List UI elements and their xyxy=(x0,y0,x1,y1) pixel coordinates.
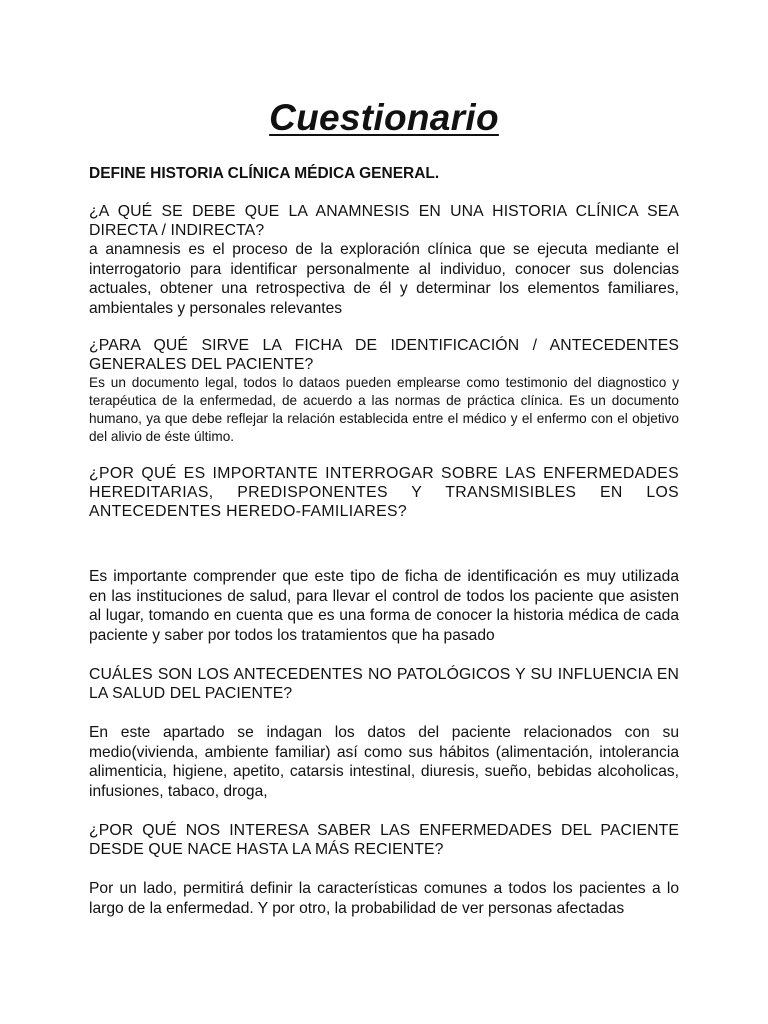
spacer xyxy=(89,859,679,879)
question-text: ¿POR QUÉ ES IMPORTANTE INTERROGAR SOBRE LAS ENFERMEDADES HEREDITARIAS, PREDISPONENTES Y TRANSMISIBLES EN LOS ANTECEDENTES HEREDO-FAMILIARES? xyxy=(89,465,679,520)
answer-text: En este apartado se indagan los datos del paciente relacionados con su medio(vivienda, ambiente familiar) así como sus hábitos (alimentación, intolerancia alimenticia, higiene, apetito, catarsis intestinal, diuresis, sueño, bebidas alcoholicas, infusiones, tabaco, droga, xyxy=(89,724,679,800)
qa-block xyxy=(89,202,679,318)
document-title: Cuestionario xyxy=(269,97,499,138)
spacer xyxy=(89,446,679,464)
answer-text: a anamnesis es el proceso de la exploración clínica que se ejecuta mediante el interrogatorio para identificar personalmente al individuo, conocer sus dolencias actuales, obtener una retrospectiva de él y determinar los elementos familiares, ambientales y personales relevantes xyxy=(89,241,679,317)
section-heading: DEFINE HISTORIA CLÍNICA MÉDICA GENERAL. xyxy=(89,165,440,182)
spacer xyxy=(89,318,679,336)
answer-text: Es un documento legal, todos lo dataos pueden emplearse como testimonio del diagnostico y terapéutica de la enfermedad, de acuerdo a las normas de práctica clínica. Es un documento humano, ya que debe reflejar la relación establecida entre el médico y el enfermo con el objetivo del alivio de éste último. xyxy=(89,375,679,444)
spacer xyxy=(89,645,679,665)
question-text: ¿PARA QUÉ SIRVE LA FICHA DE IDENTIFICACIÓN / ANTECEDENTES GENERALES DEL PACIENTE? xyxy=(89,337,679,373)
qa-block xyxy=(89,665,679,801)
answer-text: Es importante comprender que este tipo de ficha de identificación es muy utilizada en las instituciones de salud, para llevar el control de todos los paciente que asisten al lugar, tomando en cuenta que es una forma de conocer la historia médica de cada paciente y saber por todos los tratamientos que ha pasado xyxy=(89,568,679,644)
qa-block xyxy=(89,336,679,446)
spacer xyxy=(89,703,679,723)
question-text: ¿A QUÉ SE DEBE QUE LA ANAMNESIS EN UNA HISTORIA CLÍNICA SEA DIRECTA / INDIRECTA? xyxy=(89,203,679,239)
spacer xyxy=(89,801,679,821)
question-text: CUÁLES SON LOS ANTECEDENTES NO PATOLÓGICOS Y SU INFLUENCIA EN LA SALUD DEL PACIENTE? xyxy=(89,666,679,702)
question-text: ¿POR QUÉ NOS INTERESA SABER LAS ENFERMEDADES DEL PACIENTE DESDE QUE NACE HASTA LA MÁS RECIENTE? xyxy=(89,822,679,858)
qa-block xyxy=(89,821,679,918)
qa-block xyxy=(89,464,679,645)
spacer xyxy=(89,521,679,567)
answer-text: Por un lado, permitirá definir la características comunes a todos los pacientes a lo largo de la enfermedad. Y por otro, la probabilidad de ver personas afectadas xyxy=(89,880,679,917)
